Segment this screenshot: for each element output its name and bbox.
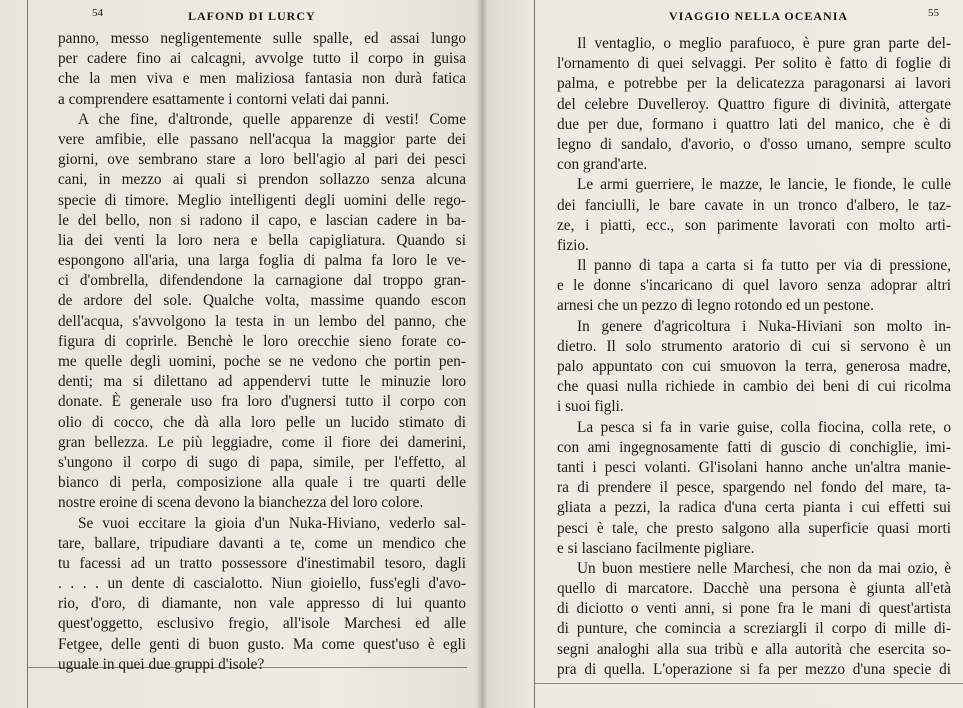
text-line: denti; ma si dilettano ad appendervi tutte le minuzie loro: [58, 373, 466, 391]
text-line: nostre eroine di scena devono la bianchezza del loro colore.: [58, 494, 424, 512]
text-line: del celebre Duvelleroy. Quattro figure di divinità, attergate: [557, 95, 951, 113]
text-line: due per due, formano i quattro lati del manico, che è di: [557, 115, 951, 133]
text-line: espongono all'aria, una larga foglia di palma fa loro le ve-: [58, 252, 466, 270]
text-line: palma, e potrebbe per la delicatezza paragonarsi ai lavori: [557, 75, 951, 93]
text-line: ze, i piatti, ecc., son parimente lavorati con molto arti-: [557, 216, 951, 234]
left-margin-rule: [27, 0, 28, 708]
text-line: fizio.: [557, 236, 589, 254]
right-page: [482, 0, 963, 708]
text-line: In genere d'agricoltura i Nuka-Hiviani son molto in-: [577, 317, 951, 335]
text-line: dietro. Il solo strumento aratorio di cui si servono è un: [557, 337, 951, 355]
left-page-header: [30, 9, 466, 25]
text-line: a comprendere esattamente i contorni velati dai panni.: [58, 90, 390, 108]
text-line: le del bello, non si radono il capo, e lascian cadere in ba-: [58, 211, 466, 229]
text-line: e le donne s'incaricano di quel lavoro senza adoprar altri: [557, 277, 951, 295]
text-line: Il ventaglio, o meglio parafuoco, è pure gran parte del-: [577, 35, 951, 52]
text-line: l'ornamento di quei selvaggi. Per solito è fatto di foglie di: [557, 55, 951, 73]
text-line: uguale in quei due gruppi d'isole?: [58, 655, 265, 673]
text-line: panno, messo negligentemente sulle spalle, ed assai lungo: [58, 30, 466, 47]
text-line: donate. È generale uso fra loro d'ugnersi tutto il corpo con: [58, 393, 466, 411]
text-line: palo appuntato con cui smuovon la terra, generosa madre,: [557, 358, 951, 375]
text-line: vere amfibie, elle passano nell'acqua la maggior parte dei: [58, 130, 466, 148]
text-line: quest'oggetto, esclusivo fregio, all'isole Marchesi ed alle: [58, 615, 466, 633]
text-line: arnesi che un pezzo di legno rotondo ed un pestone.: [557, 297, 874, 315]
book-gutter: [476, 0, 488, 708]
text-line: Fetgee, delle genti di buon gusto. Ma come quest'uso è egli: [58, 635, 466, 653]
right-page-number: 55: [928, 7, 939, 19]
text-line: bianco di perla, composizione alla quale i tre quarti delle: [58, 474, 466, 492]
text-line: specie di timore. Meglio intelligenti degli uomini delle rego-: [58, 191, 466, 209]
left-page-number: 54: [92, 7, 103, 19]
text-line: figura di coprirle. Benchè le loro orecchie sieno forate co-: [58, 332, 466, 350]
text-line: Un buon mestiere nelle Marchesi, che non da mai ozio, è: [577, 559, 951, 577]
text-line: i suoi figli.: [557, 398, 624, 416]
left-page-body: [58, 29, 466, 675]
text-line: pesci è tale, che presto salgono alla superficie quasi morti: [557, 519, 951, 537]
text-line: tu facessi ad un tratto possessore d'inestimabil tesoro, dagli: [58, 554, 466, 572]
right-running-head: VIAGGIO NELLA OCEANIA: [669, 9, 849, 23]
text-line: gran bellezza. Le più leggiadre, come il fiore dei damerini,: [58, 433, 466, 451]
text-line: di punture, che comincia a screziargli il corpo di mille di-: [557, 620, 951, 638]
text-line: giorni, ove sembrano stare a loro bell'agio al pari dei pesci: [58, 151, 466, 169]
right-page-header: [542, 9, 947, 25]
text-line: lia dei venti la loro nera e bella capigliatura. Quando si: [58, 231, 466, 249]
text-line: ci d'ombrella, difendendone la carnagione dal troppo gran-: [58, 272, 466, 290]
text-line: segni analoghi alla sua tribù e alla autorità che esercita so-: [557, 640, 951, 658]
right-margin-rule: [534, 0, 535, 708]
text-line: me quelle degli uomini, poche se ne vedono che portin pen-: [58, 353, 466, 370]
text-line: tare, ballare, tripudiare davanti a te, come un mendico che: [58, 534, 466, 552]
text-line: Le armi guerriere, le mazze, le lancie, le fionde, le culle: [577, 176, 951, 194]
text-line: . . . . un dente di cascialotto. Niun gioiello, fuss'egli d'avo-: [58, 575, 466, 593]
right-bottom-rule: [534, 683, 963, 684]
text-line: Il panno di tapa a carta si fa tutto per via di pressione,: [577, 257, 951, 275]
text-line: Se vuoi eccitare la gioia d'un Nuka-Hiviano, vederlo sal-: [78, 514, 466, 532]
text-line: che quasi nulla richiede in cambio dei beni di cui ricolma: [557, 378, 951, 396]
text-line: di diciotto o venti anni, si pone fra le mani di quest'artista: [557, 600, 951, 618]
right-page-body: [557, 34, 951, 680]
text-line: ra di prendere il pesce, spargendo nel fondo del mare, ta-: [557, 479, 951, 497]
text-line: tanti i pesci volanti. Gl'isolani hanno anche un'altra manie-: [557, 458, 951, 476]
text-line: A che fine, d'altronde, quelle apparenze di vesti! Come: [78, 110, 466, 128]
text-line: che la men viva e men maliziosa fantasia non durà fatica: [58, 70, 466, 88]
text-line: con ami ingegnosamente fatti di guscio di conchiglie, imi-: [557, 438, 951, 456]
text-line: gliata a pezzi, la radica d'una certa pianta i cui effetti sui: [557, 499, 951, 517]
text-line: quello di marcatore. Dacchè una persona è giunta all'età: [557, 580, 951, 598]
text-line: de ardore del sole. Qualche volta, massime quando escon: [58, 292, 466, 310]
text-line: legno di sandalo, d'avorio, o d'osso umano, sempre sculto: [557, 135, 951, 153]
text-line: cani, in mezzo ai quali si prendon sollazzo senza alcuna: [58, 171, 466, 189]
text-line: con grand'arte.: [557, 156, 648, 174]
text-line: s'ungono il corpo di sugo di papa, simile, per l'effetto, al: [58, 453, 466, 471]
left-running-head: LAFOND DI LURCY: [188, 9, 316, 23]
text-line: rio, d'oro, di diamante, non vale appresso di lui quanto: [58, 595, 466, 613]
text-line: e si lasciano facilmente pigliare.: [557, 539, 755, 557]
text-line: olio di cocco, che dà alla loro pelle un lucido stimato di: [58, 413, 466, 431]
text-line: La pesca si fa in varie guise, colla fiocina, colla rete, o: [577, 418, 951, 436]
text-line: dei fanciulli, le bare cavate in un tronco d'albero, le taz-: [557, 196, 951, 214]
text-line: per cadere fino ai calcagni, avvolge tutto il corpo in guisa: [58, 50, 466, 68]
text-line: dell'acqua, s'avvolgono la testa in un lembo del panno, che: [58, 312, 466, 330]
text-line: pra di quella. L'operazione si fa per mezzo d'una specie di: [557, 660, 951, 678]
